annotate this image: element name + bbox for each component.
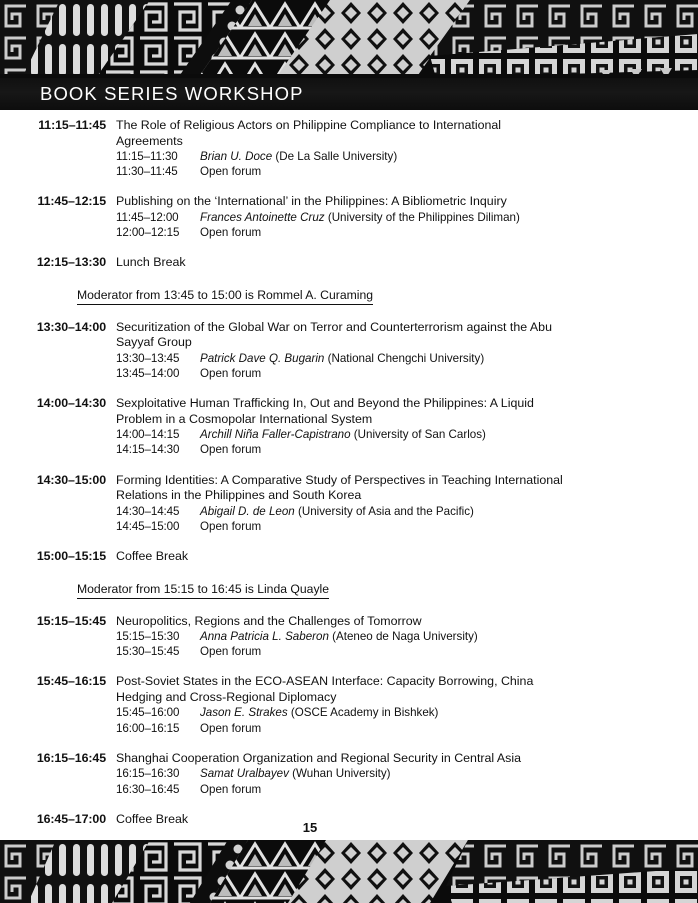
subitem-text	[200, 149, 397, 164]
session-time: 13:30–14:00	[36, 319, 106, 334]
session-title: Post-Soviet States in the ECO-ASEAN Interface: Capacity Borrowing, China Hedging and Cross-Regional Diplomacy	[116, 674, 534, 704]
subitem-time: 13:30–13:45	[116, 351, 180, 365]
subitem-time: 14:30–14:45	[116, 504, 180, 518]
page-header-bar	[0, 78, 698, 110]
subitem-time: 16:30–16:45	[116, 782, 180, 796]
subitem-time: 16:00–16:15	[116, 721, 180, 735]
speaker-affiliation: (University of Asia and the Pacific)	[297, 504, 474, 518]
session-title: The Role of Religious Actors on Philippine Compliance to International Agreements	[116, 118, 502, 148]
session-subitem	[116, 164, 568, 179]
speaker-name: Jason E. Strakes	[200, 706, 288, 720]
speaker-affiliation: (OSCE Academy in Bishkek)	[290, 706, 439, 720]
speaker-name: Frances Antoinette Cruz	[200, 210, 325, 224]
subitem-label: Open forum	[200, 782, 262, 796]
session-subitem	[116, 705, 568, 720]
subitem-time: 14:00–14:15	[116, 428, 180, 442]
session-body	[106, 473, 568, 534]
speaker-affiliation: (National Chengchi University)	[327, 351, 485, 365]
tribal-pattern-icon	[0, 0, 698, 78]
page-number: 15	[302, 820, 318, 835]
subitem-text	[200, 782, 261, 797]
session-subitem	[116, 149, 568, 164]
break-label: Coffee Break	[116, 811, 189, 826]
subitem-time: 15:15–15:30	[116, 630, 180, 644]
break-row	[0, 255, 698, 271]
speaker-affiliation: (University of the Philippines Diliman)	[327, 210, 520, 224]
session-subitem	[116, 210, 520, 225]
session-subitem	[116, 504, 568, 519]
session-title: Shanghai Cooperation Organization and Regional Security in Central Asia	[116, 750, 522, 765]
page-title: BOOK SERIES WORKSHOP	[40, 83, 304, 104]
subitem-text	[200, 225, 261, 240]
session-time: 11:45–12:15	[37, 194, 106, 209]
moderator-text: Moderator from 13:45 to 15:00 is Rommel A. Curaming	[77, 287, 373, 305]
session-body	[106, 614, 478, 660]
subitem-time: 11:30–11:45	[116, 165, 178, 179]
bottom-decorative-border	[0, 840, 698, 903]
session-time: 11:15–11:45	[38, 118, 106, 132]
session-time: 14:30–15:00	[36, 472, 106, 487]
session-row	[0, 674, 698, 735]
speaker-name: Abigail D. de Leon	[200, 504, 295, 518]
speaker-name: Patrick Dave Q. Bugarin	[200, 351, 325, 365]
subitem-text	[200, 519, 261, 534]
break-row	[0, 549, 698, 565]
subitem-label: Open forum	[200, 721, 262, 735]
break-label: Coffee Break	[116, 549, 189, 564]
subitem-label: Open forum	[200, 165, 262, 179]
speaker-affiliation: (Wuhan University)	[292, 767, 391, 781]
session-time: 15:15–15:45	[36, 613, 106, 628]
session-title: Securitization of the Global War on Terror and Counterterrorism against the Abu Sayyaf Group	[116, 319, 552, 350]
speaker-name: Archill Niña Faller-Capistrano	[200, 428, 351, 442]
session-body	[106, 396, 568, 457]
session-subitem	[116, 766, 521, 781]
session-row	[0, 751, 698, 797]
session-body	[106, 751, 521, 797]
subitem-text	[200, 366, 261, 381]
session-row	[0, 320, 698, 381]
subitem-label: Open forum	[200, 226, 262, 240]
subitem-text	[200, 629, 478, 644]
subitem-text	[200, 504, 474, 519]
speaker-name: Samat Uralbayev	[200, 767, 289, 781]
session-title: Sexploitative Human Trafficking In, Out and Beyond the Philippines: A Liquid Problem in a Cosmopolar International System	[116, 396, 534, 426]
subitem-time: 12:00–12:15	[116, 226, 180, 240]
speaker-name: Brian U. Doce	[200, 150, 273, 163]
session-body	[106, 255, 186, 271]
subitem-time: 11:15–11:30	[116, 150, 178, 163]
subitem-time: 14:15–14:30	[116, 443, 180, 457]
subitem-time: 11:45–12:00	[116, 210, 179, 224]
speaker-affiliation: (University of San Carlos)	[353, 428, 486, 442]
session-subitem	[116, 366, 568, 381]
session-row	[0, 614, 698, 660]
moderator-note	[0, 286, 698, 305]
session-subitem	[116, 629, 478, 644]
session-body	[106, 549, 188, 565]
subitem-text	[200, 210, 520, 225]
break-label: Lunch Break	[116, 255, 186, 270]
session-subitem	[116, 782, 521, 797]
programme-schedule-list	[0, 118, 698, 842]
subitem-label: Open forum	[200, 367, 262, 381]
speaker-affiliation: (Ateneo de Naga University)	[332, 630, 478, 644]
session-subitem	[116, 427, 568, 442]
subitem-time: 15:45–16:00	[116, 706, 180, 720]
session-subitem	[116, 442, 568, 457]
subitem-time: 15:30–15:45	[116, 645, 180, 659]
subitem-text	[200, 705, 438, 720]
subitem-text	[200, 442, 261, 457]
session-subitem	[116, 225, 520, 240]
subitem-label: Open forum	[200, 443, 262, 457]
session-subitem	[116, 721, 568, 736]
session-row	[0, 194, 698, 240]
session-time: 12:15–13:30	[36, 255, 106, 270]
moderator-note	[0, 580, 698, 599]
session-subitem	[116, 351, 568, 366]
subitem-text	[200, 721, 261, 736]
session-row	[0, 473, 698, 534]
speaker-name: Anna Patricia L. Saberon	[200, 630, 329, 644]
session-time: 16:45–17:00	[36, 811, 106, 826]
session-time: 15:00–15:15	[36, 549, 106, 564]
subitem-time: 13:45–14:00	[116, 367, 180, 381]
subitem-text	[200, 644, 261, 659]
top-decorative-border	[0, 0, 698, 78]
session-time: 16:15–16:45	[36, 750, 106, 765]
subitem-text	[200, 427, 486, 442]
session-body	[106, 674, 568, 735]
subitem-time: 16:15–16:30	[116, 767, 180, 781]
session-title: Forming Identities: A Comparative Study of Perspectives in Teaching International Relations in the Philippines and South Korea	[116, 472, 563, 503]
session-subitem	[116, 644, 478, 659]
session-row	[0, 118, 698, 179]
session-title: Publishing on the ‘International’ in the Philippines: A Bibliometric Inquiry	[116, 194, 507, 209]
subitem-text	[200, 164, 261, 179]
session-time: 15:45–16:15	[36, 674, 106, 689]
session-subitem	[116, 519, 568, 534]
subitem-label: Open forum	[200, 645, 262, 659]
subitem-text	[200, 766, 391, 781]
session-body	[106, 118, 568, 179]
tribal-pattern-icon	[0, 840, 698, 903]
session-time: 14:00–14:30	[36, 396, 106, 411]
session-body	[106, 320, 568, 381]
subitem-text	[200, 351, 484, 366]
session-body	[106, 194, 520, 240]
session-row	[0, 396, 698, 457]
moderator-text: Moderator from 15:15 to 16:45 is Linda Quayle	[77, 581, 329, 599]
subitem-time: 14:45–15:00	[116, 519, 180, 533]
session-title: Neuropolitics, Regions and the Challenges of Tomorrow	[116, 613, 422, 628]
speaker-affiliation: (De La Salle University)	[275, 150, 398, 163]
subitem-label: Open forum	[200, 519, 262, 533]
